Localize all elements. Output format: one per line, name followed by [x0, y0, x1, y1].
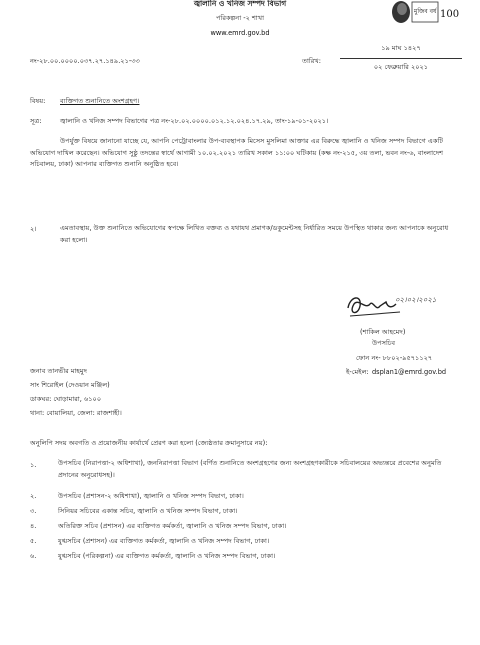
body-paragraph-2: এমতাবস্থায়, উক্ত শুনানিতে অভিযোগের স্বপক্ষে লিখিত বক্তব্য ও যথাযথ প্রমাণক/ডকুমেন্টসহ নির্ধারিত সময়ে উপস্থিত থাকার জন্য আপনাকে অনুরোধ করা হলো।	[60, 224, 449, 244]
copy-item-number: ১.	[30, 461, 37, 469]
paragraph-2-number: ২।	[30, 225, 37, 233]
website: www.emrd.gov.bd	[210, 29, 270, 37]
signatory-name: (শাকিল আহমেদ)	[360, 328, 406, 336]
subject-label: বিষয়:	[30, 97, 46, 105]
copy-item: উপসচিব (নিরাপত্তা-২ অধিশাখা), জননিরাপত্তা বিভাগ (বর্ণিত শুনানিতে অংশগ্রহণের জন্য অংশগ্রহণকারীকে সচিবালয়ের অভ্যন্তরে প্রবেশের অনুমতি প্রদানের অনুরোধসহ)।	[58, 459, 442, 479]
signatory-email: dsplan1@emrd.gov.bd	[372, 368, 447, 376]
copy-intro: অনুলিপি সদয় অবগতি ও প্রয়োজনীয় কার্যার্থে প্রেরণ করা হলো (জ্যেষ্ঠতার ক্রমানুসারে নয়):	[30, 439, 268, 447]
branch-name: পরিকল্পনা -২ শাখা	[215, 14, 265, 22]
copy-item-number: ৩.	[30, 507, 37, 515]
memo-number: নং-২৮.০০.০০০০.০৩৭.২৭.১৪৯.২১-৩৩	[30, 57, 140, 65]
signatory-designation: উপসচিব	[372, 339, 396, 347]
signatory-phone: ফোন নং- ৮৮০২-৯৫৭১১২৭	[356, 354, 433, 362]
date-bangla: ১৯ মাঘ ১৪২৭	[381, 44, 421, 52]
logo-text: মুজিব বর্ষ	[414, 8, 437, 15]
copy-item-number: ৬.	[30, 552, 37, 560]
copy-item: অতিরিক্ত সচিব (প্রশাসন) এর ব্যক্তিগত কর্মকর্তা, জ্বালানি ও খনিজ সম্পদ বিভাগ, ঢাকা।	[58, 522, 287, 530]
email-label: ই-মেইল:	[346, 368, 369, 376]
copy-item-number: ৫.	[30, 537, 37, 545]
copy-item: উপসচিব (প্রশাসন-২ অধিশাখা), জ্বালানি ও খনিজ সম্পদ বিভাগ, ঢাকা।	[58, 492, 244, 500]
division-name: জ্বালানি ও খনিজ সম্পদ বিভাগ	[193, 0, 287, 8]
copy-item: যুগ্মসচিব (প্রশাসন) এর ব্যক্তিগত কর্মকর্তা, জ্বালানি ও খনিজ সম্পদ বিভাগ, ঢাকা।	[58, 537, 270, 545]
reference-text: জ্বালানি ও খনিজ সম্পদ বিভাগের পত্র নং-২৮.০২.০০০০.০১২.১২.০২৪.১৭.২৯, তাং-১৯-০১-২০২১।	[60, 117, 329, 125]
date-divider	[340, 58, 462, 59]
recipient-address-2: ডাকঘর: ঘোড়ামারা, ৬১০০	[30, 395, 102, 403]
body-paragraph-1: উপর্যুক্ত বিষয়ে জানানো যাচ্ছে যে, আপনি পেট্রোবাংলার উপ-ব্যবস্থাপক মিসেস মুসলিমা আক্তার এর বিরুদ্ধে জ্বালানি ও খনিজ সম্পদ বিভাগে একটি অভিযোগ দাখিল করেছেন। অভিযোগ সুষ্ঠু তদন্তের স্বার্থে আগামী ১০.০২.২০২১ তারিখ সকাল ১১:০০ ঘটিকায় (কক্ষ নং-২১৫, ৩য় তলা, ভবন নং-৬, বাংলাদেশ সচিবালয়, ঢাকা) আপনার ব্যক্তিগত শুনানি অনুষ্ঠিত হবে।	[30, 137, 444, 169]
logo-number: 100	[440, 9, 460, 20]
copy-item: সিনিয়র সচিবের একান্ত সচিব, জ্বালানি ও খনিজ সম্পদ বিভাগ, ঢাকা।	[58, 507, 238, 515]
reference-label: সূত্র:	[30, 117, 42, 125]
signature-date: ০২।০২।২০২১	[395, 296, 437, 304]
copy-item: যুগ্মসচিব (পরিকল্পনা) এর ব্যক্তিগত কর্মকর্তা, জ্বালানি ও খনিজ সম্পদ বিভাগ, ঢাকা।	[58, 552, 276, 560]
date-label: তারিখ:	[302, 57, 321, 65]
copy-item-number: ২.	[30, 492, 37, 500]
recipient-address-3: থানা: বোয়ালিয়া, জেলা: রাজশাহী।	[30, 409, 122, 417]
recipient-name: জনাব তানভীর মাহমুদ	[30, 367, 87, 375]
copy-item-number: ৪.	[30, 522, 37, 530]
recipient-address-1: সাং শিরোইল (দেওয়ান মঞ্জিল)	[30, 381, 110, 389]
subject-text: ব্যক্তিগত শুনানিতে অংশগ্রহণ।	[60, 97, 140, 105]
date-gregorian: ০২ ফেব্রুয়ারি ২০২১	[373, 63, 429, 71]
